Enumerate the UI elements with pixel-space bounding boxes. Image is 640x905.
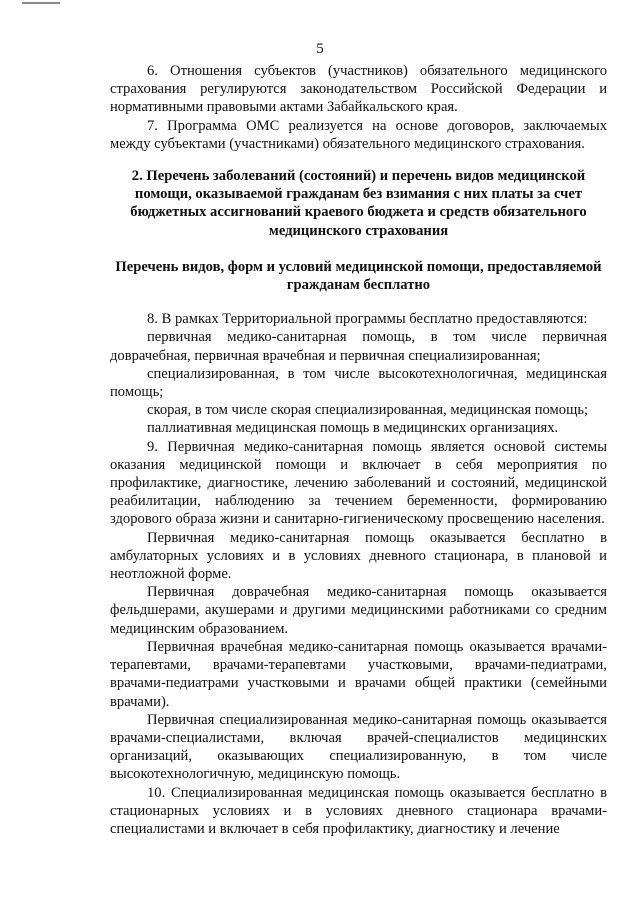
paragraph: Первичная врачебная медико-санитарная помощь оказывается врачами-терапевтами, врачами-терапевтами участковыми, врачами-педиатрами, врачами-педиатрами участковыми и врачами общей практики (семейными врачами). — [110, 638, 607, 710]
corner-mark — [22, 2, 60, 4]
paragraph: Первичная специализированная медико-санитарная помощь оказывается врачами-специалистами, включая врачей-специалистов медицинских организаций, оказывающих специализированную, в том числе высокотехнологичную, медицинскую помощь. — [110, 711, 607, 783]
paragraph: 10. Специализированная медицинская помощь оказывается бесплатно в стационарных условиях и в условиях дневного стационара врачами-специалистами и включает в себя профилактику, диагностику и лечение — [110, 784, 607, 837]
document-body — [110, 62, 607, 838]
paragraph: паллиативная медицинская помощь в медицинских организациях. — [147, 420, 559, 437]
paragraph: первичная медико-санитарная помощь, в том числе первичная доврачебная, первичная врачебная и первичная специализированная; — [110, 329, 607, 364]
section-heading: 2. Перечень заболеваний (состояний) и перечень видов медицинской помощи, оказываемой гражданам без взимания с них платы за счет бюджетных ассигнований краевого бюджета и средств обязательного медицинского страхования — [130, 168, 587, 239]
page-number: 5 — [316, 41, 324, 57]
paragraph: 7. Программа ОМС реализуется на основе договоров, заключаемых между субъектами (участниками) обязательного медицинского страхования. — [110, 117, 607, 152]
paragraph: 8. В рамках Территориальной программы бесплатно предоставляются: — [147, 311, 588, 328]
paragraph: специализированная, в том числе высокотехнологичная, медицинская помощь; — [110, 365, 607, 401]
paragraph: 6. Отношения субъектов (участников) обязательного медицинского страхования регулируются законодательством Российской Федерации и нормативными правовыми актами Забайкальского края. — [110, 63, 607, 116]
paragraph: Первичная доврачебная медико-санитарная помощь оказывается фельдшерами, акушерами и другими медицинскими работниками со средним медицинским образованием. — [110, 584, 607, 637]
subheading: Перечень видов, форм и условий медицинской помощи, предоставляемой гражданам бесплатно — [115, 258, 602, 294]
paragraph: скорая, в том числе скорая специализированная, медицинская помощь; — [147, 402, 589, 419]
paragraph: 9. Первичная медико-санитарная помощь является основой системы оказания медицинской помощи и включает в себя мероприятия по профилактике, диагностике, лечению заболеваний и состояний, медицинской реабилитации, наблюдению за течением беременности, формированию здорового образа жизни и санитарно-гигиеническому просвещению населения. — [110, 438, 607, 528]
paragraph: Первичная медико-санитарная помощь оказывается бесплатно в амбулаторных условиях и в условиях дневного стационара, в плановой и неотложной форме. — [110, 529, 607, 583]
